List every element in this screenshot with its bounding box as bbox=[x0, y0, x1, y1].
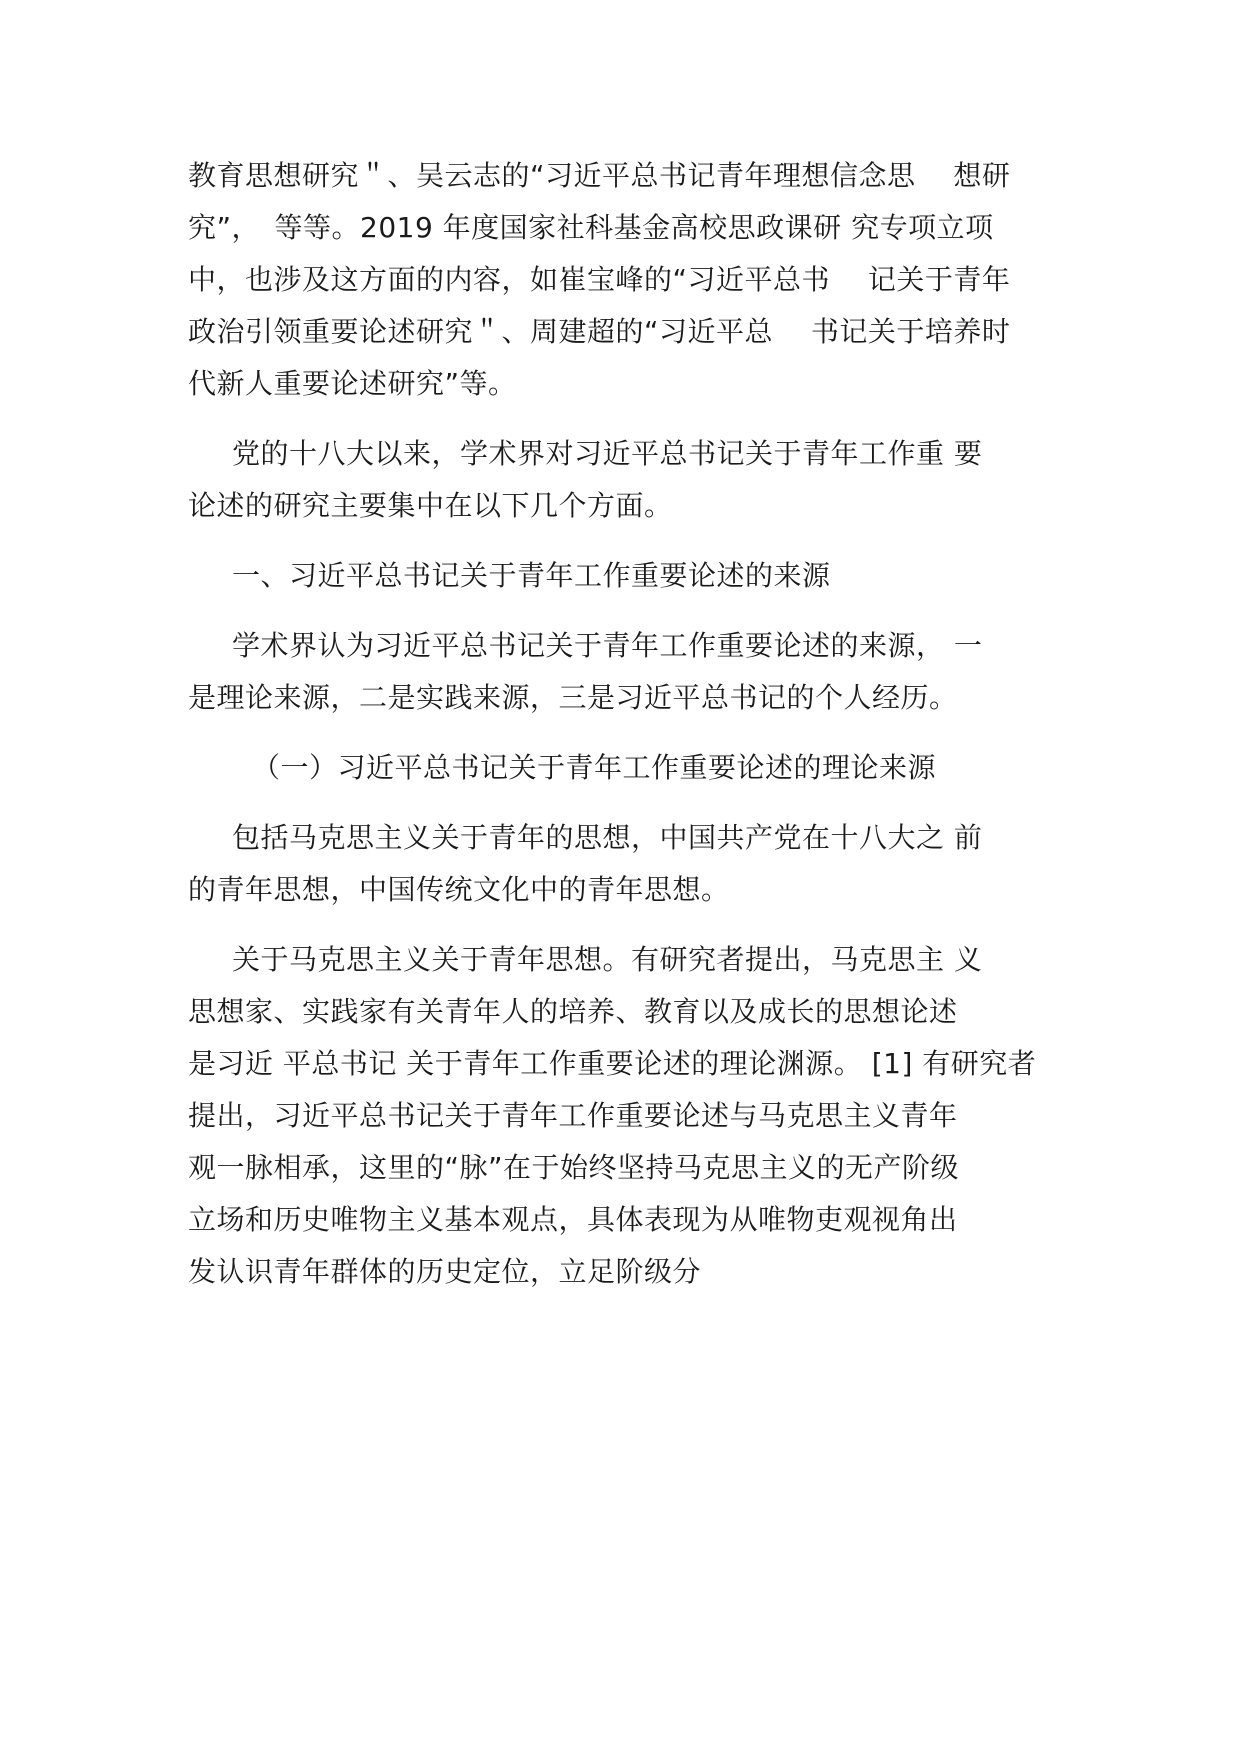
paragraph-gap bbox=[188, 410, 1060, 428]
text-line: 教育思想研究＂、吴云志的“习近平总书记青年理想信念思 想研 bbox=[188, 159, 1011, 192]
text-line: 论述的研究主要集中在以下几个方面。 bbox=[188, 489, 673, 522]
paragraph-gap bbox=[188, 794, 1060, 812]
text-line: 是理论来源，二是实践来源，三是习近平总书记的个人经历。 bbox=[188, 681, 958, 714]
text-line: 思想家、实践家有关青年人的培养、教育以及成长的思想论述 bbox=[188, 995, 958, 1028]
paragraph-gap bbox=[188, 602, 1060, 620]
text-line: 是习近 平总书记 关于青年工作重要论述的理论渊源。 [1] 有研究者 bbox=[188, 1047, 1037, 1080]
text-line: 代新人重要论述研究”等。 bbox=[188, 367, 517, 400]
text-line: 学术界认为习近平总书记关于青年工作重要论述的来源， 一 bbox=[232, 629, 983, 662]
text-line: 观一脉相承，这里的“脉”在于始终坚持马克思主义的无产阶级 bbox=[188, 1151, 960, 1184]
text-line: 的青年思想，中国传统文化中的青年思想。 bbox=[188, 873, 730, 906]
text-line: 发认识青年群体的历史定位，立足阶级分 bbox=[188, 1255, 702, 1288]
text-line: （一）习近平总书记关于青年工作重要论述的理论来源 bbox=[252, 751, 937, 784]
paragraph-gap bbox=[188, 724, 1060, 742]
text-line: 中，也涉及这方面的内容，如崔宝峰的“习近平总书 记关于青年 bbox=[188, 263, 1011, 296]
text-line: 包括马克思主义关于青年的思想，中国共产党在十八大之 前 bbox=[232, 821, 983, 854]
text-line: 一、习近平总书记关于青年工作重要论述的来源 bbox=[232, 559, 831, 592]
text-line: 党的十八大以来，学术界对习近平总书记关于青年工作重 要 bbox=[232, 437, 983, 470]
paragraph-gap bbox=[188, 532, 1060, 550]
text-line: 究”， 等等。2019 年度国家社科基金高校思政课研 究专项立项 bbox=[188, 211, 994, 244]
text-line: 提出，习近平总书记关于青年工作重要论述与马克思主义青年 bbox=[188, 1099, 958, 1132]
paragraph-gap bbox=[188, 916, 1060, 934]
text-line: 立场和历史唯物主义基本观点，具体表现为从唯物吏观视角出 bbox=[188, 1203, 958, 1236]
text-line: 关于马克思主义关于青年思想。有研究者提出，马克思主 义 bbox=[232, 943, 983, 976]
text-line: 政治引领重要论述研究＂、周建超的“习近平总 书记关于培养时 bbox=[188, 315, 1011, 348]
document-body bbox=[188, 150, 1060, 1298]
